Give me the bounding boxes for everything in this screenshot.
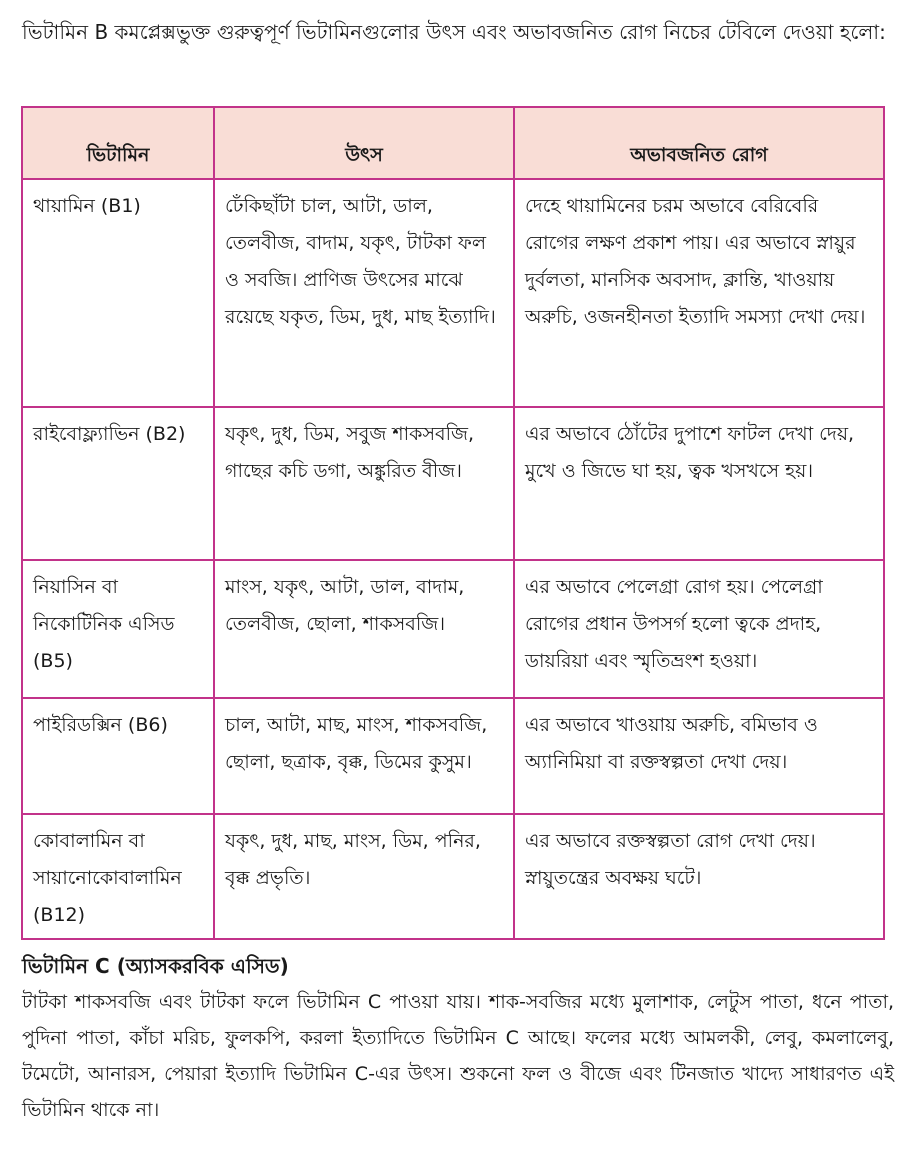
table-row <box>22 698 884 814</box>
vitamin-b-table <box>21 106 885 940</box>
section-title-vitamin-c: ভিটামিন C (অ্যাসকরবিক এসিড) <box>22 954 289 978</box>
source-cell: চাল, আটা, মাছ, মাংস, শাকসবজি, ছোলা, ছত্রাক, বৃক্ক, ডিমের কুসুম। <box>214 698 514 814</box>
deficiency-cell: এর অভাবে ঠোঁটের দুপাশে ফাটল দেখা দেয়, মুখে ও জিভে ঘা হয়, ত্বক খসখসে হয়। <box>514 407 884 560</box>
vitamin-c-paragraph: টাটকা শাকসবজি এবং টাটকা ফলে ভিটামিন C পাওয়া যায়। শাক-সবজির মধ্যে মুলাশাক, লেটুস পাতা, ধনে পাতা, পুদিনা পাতা, কাঁচা মরিচ, ফুলকপি, করলা ইত্যাদিতে ভিটামিন C আছে। ফলের মধ্যে আমলকী, লেবু, কমলালেবু, টমেটো, আনারস, পেয়ারা ইত্যাদি ভিটামিন C-এর উৎস। শুকনো ফল ও বীজে এবং টিনজাত খাদ্যে সাধারণত এই ভিটামিন থাকে না। <box>22 991 894 1121</box>
deficiency-cell: এর অভাবে খাওয়ায় অরুচি, বমিভাব ও অ্যানিমিয়া বা রক্তস্বল্পতা দেখা দেয়। <box>514 698 884 814</box>
table-row <box>22 407 884 560</box>
source-cell: যকৃৎ, দুধ, ডিম, সবুজ শাকসবজি, গাছের কচি ডগা, অঙ্কুরিত বীজ। <box>214 407 514 560</box>
source-cell: ঢেঁকিছাঁটা চাল, আটা, ডাল, তেলবীজ, বাদাম, যকৃৎ, টাটকা ফল ও সবজি। প্রাণিজ উৎসের মাঝে রয়েছে যকৃত, ডিম, দুধ, মাছ ইত্যাদি। <box>214 179 514 407</box>
deficiency-cell: এর অভাবে পেলেগ্রা রোগ হয়। পেলেগ্রা রোগের প্রধান উপসর্গ হলো ত্বকে প্রদাহ, ডায়রিয়া এবং স্মৃতিভ্রংশ হওয়া। <box>514 560 884 698</box>
table-row <box>22 179 884 407</box>
header-deficiency: অভাবজনিত রোগ <box>514 107 884 179</box>
deficiency-cell: দেহে থায়ামিনের চরম অভাবে বেরিবেরি রোগের লক্ষণ প্রকাশ পায়। এর অভাবে স্নায়ুর দুর্বলতা, মানসিক অবসাদ, ক্লান্তি, খাওয়ায় অরুচি, ওজনহীনতা ইত্যাদি সমস্যা দেখা দেয়। <box>514 179 884 407</box>
deficiency-cell: এর অভাবে রক্তস্বল্পতা রোগ দেখা দেয়। স্নায়ুতন্ত্রের অবক্ষয় ঘটে। <box>514 814 884 939</box>
table-header-row <box>22 107 884 179</box>
vitamin-cell: রাইবোফ্ল্যাভিন (B2) <box>22 407 214 560</box>
vitamin-cell: নিয়াসিন বা নিকোটিনিক এসিড (B5) <box>22 560 214 698</box>
header-source: উৎস <box>214 107 514 179</box>
source-cell: মাংস, যকৃৎ, আটা, ডাল, বাদাম, তেলবীজ, ছোলা, শাকসবজি। <box>214 560 514 698</box>
table-row <box>22 560 884 698</box>
source-cell: যকৃৎ, দুধ, মাছ, মাংস, ডিম, পনির, বৃক্ক প্রভৃতি। <box>214 814 514 939</box>
table-row <box>22 814 884 939</box>
vitamin-cell: থায়ামিন (B1) <box>22 179 214 407</box>
vitamin-cell: পাইরিডক্সিন (B6) <box>22 698 214 814</box>
intro-paragraph: ভিটামিন B কমপ্লেক্সভুক্ত গুরুত্বপূর্ণ ভিটামিনগুলোর উৎস এবং অভাবজনিত রোগ নিচের টেবিলে দেওয়া হলো: <box>22 20 886 44</box>
vitamin-cell: কোবালামিন বা সায়ানোকোবালামিন (B12) <box>22 814 214 939</box>
header-vitamin: ভিটামিন <box>22 107 214 179</box>
